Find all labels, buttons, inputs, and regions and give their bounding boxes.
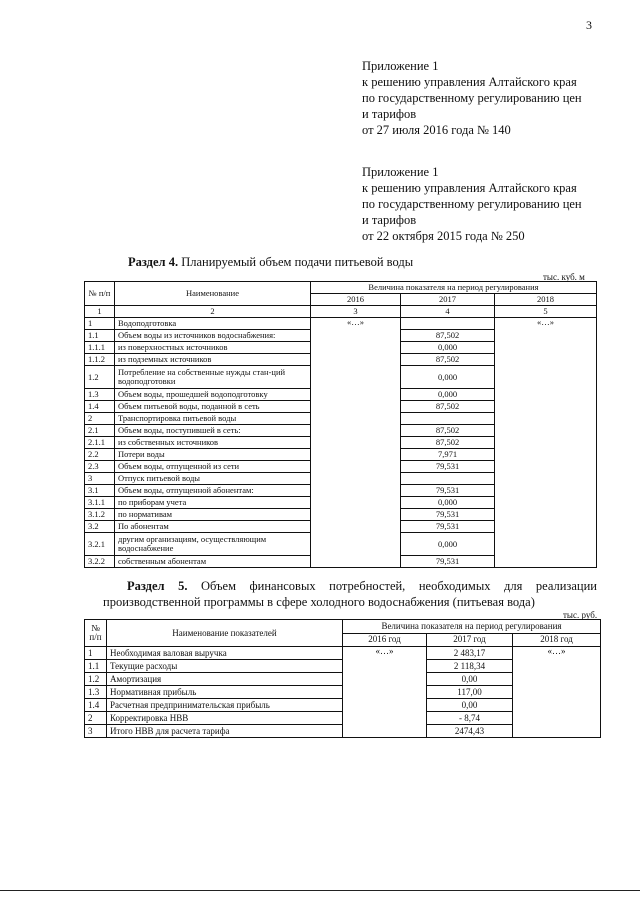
row-name: Водоподготовка xyxy=(115,318,311,330)
row-number: 2 xyxy=(85,712,107,725)
col-number: 5 xyxy=(495,306,597,318)
row-number: 3 xyxy=(85,725,107,738)
col-header-year: 2018 xyxy=(495,294,597,306)
row-number: 3.1.1 xyxy=(85,497,115,509)
row-name: из поверхностных источников xyxy=(115,342,311,354)
annex-header-1 xyxy=(362,58,582,138)
row-number: 3.1 xyxy=(85,485,115,497)
row-number: 3 xyxy=(85,473,115,485)
section4-table xyxy=(84,281,597,568)
row-name: по нормативам xyxy=(115,509,311,521)
row-number: 2.1.1 xyxy=(85,437,115,449)
value-2017: 2 118,34 xyxy=(427,660,513,673)
col-header-name: Наименование xyxy=(115,282,311,306)
value-2017: 79,531 xyxy=(401,556,495,568)
value-2017: 87,502 xyxy=(401,330,495,342)
value-2017: 117,00 xyxy=(427,686,513,699)
row-name: Транспортировка питьевой воды xyxy=(115,413,311,425)
row-number: 1.1.2 xyxy=(85,354,115,366)
row-number: 1.1 xyxy=(85,660,107,673)
col-header-period: Величина показателя на период регулирования xyxy=(311,282,597,294)
value-2017 xyxy=(401,473,495,485)
section5-title xyxy=(103,578,597,610)
col-number: 1 xyxy=(85,306,115,318)
value-2017 xyxy=(401,413,495,425)
row-name: По абонентам xyxy=(115,521,311,533)
col-number: 2 xyxy=(115,306,311,318)
annex-line: от 22 октября 2015 года № 250 xyxy=(362,229,525,243)
row-number: 3.2.2 xyxy=(85,556,115,568)
row-number: 3.1.2 xyxy=(85,509,115,521)
row-name: Расчетная предпринимательская прибыль xyxy=(107,699,343,712)
col-header-year: 2016 xyxy=(311,294,401,306)
annex-line: Приложение 1 xyxy=(362,165,439,179)
row-name: Нормативная прибыль xyxy=(107,686,343,699)
table-row xyxy=(85,647,601,660)
section5-title-text: Объем финансовых потребностей, необходимых для реализации производственной программы в сфере холодного водоснабжения (питьевая вода) xyxy=(103,579,597,609)
value-2017: - 8,74 xyxy=(427,712,513,725)
section4-title-bold: Раздел 4. xyxy=(128,255,179,269)
row-name: Объем воды, поступившей в сеть: xyxy=(115,425,311,437)
row-number: 3.2 xyxy=(85,521,115,533)
value-2017: 0,000 xyxy=(401,497,495,509)
row-number: 1.4 xyxy=(85,699,107,712)
row-name: Итого НВВ для расчета тарифа xyxy=(107,725,343,738)
value-2017: 87,502 xyxy=(401,354,495,366)
row-number: 2.3 xyxy=(85,461,115,473)
row-name: Текущие расходы xyxy=(107,660,343,673)
row-name: Потребление на собственные нужды стан-ций водоподготовки xyxy=(115,366,311,389)
value-2017: 7,971 xyxy=(401,449,495,461)
value-2017: 87,502 xyxy=(401,437,495,449)
value-2017: 0,000 xyxy=(401,533,495,556)
row-name: Объем питьевой воды, поданной в сеть xyxy=(115,401,311,413)
value-2017: 0,00 xyxy=(427,699,513,712)
row-number: 1.3 xyxy=(85,686,107,699)
value-2017: 2 483,17 xyxy=(427,647,513,660)
annex-header-2 xyxy=(362,164,582,244)
row-number: 1.2 xyxy=(85,673,107,686)
col-number: 3 xyxy=(311,306,401,318)
annex-line: Приложение 1 xyxy=(362,59,439,73)
col-header-year: 2018 год xyxy=(513,633,601,647)
value-2016: «…» xyxy=(311,318,401,568)
page-number: 3 xyxy=(586,18,592,32)
annex-line: и тарифов xyxy=(362,213,417,227)
section4-title-text: Планируемый объем подачи питьевой воды xyxy=(178,255,414,269)
value-2017 xyxy=(401,318,495,330)
value-2017: 79,531 xyxy=(401,521,495,533)
col-header-num: № п/п xyxy=(85,620,107,647)
row-number: 1.1.1 xyxy=(85,342,115,354)
section5-table xyxy=(84,619,601,738)
row-number: 2 xyxy=(85,413,115,425)
annex-line: по государственному регулированию цен xyxy=(362,197,582,211)
annex-line: от 27 июля 2016 года № 140 xyxy=(362,123,511,137)
row-number: 3.2.1 xyxy=(85,533,115,556)
annex-line: к решению управления Алтайского края xyxy=(362,75,577,89)
row-name: Потери воды xyxy=(115,449,311,461)
annex-line: по государственному регулированию цен xyxy=(362,91,582,105)
row-name: собственным абонентам xyxy=(115,556,311,568)
value-2018: «…» xyxy=(495,318,597,568)
row-name: по приборам учета xyxy=(115,497,311,509)
row-name: Амортизация xyxy=(107,673,343,686)
annex-line: к решению управления Алтайского края xyxy=(362,181,577,195)
value-2017: 0,00 xyxy=(427,673,513,686)
col-header-name: Наименование показателей xyxy=(107,620,343,647)
row-number: 1 xyxy=(85,647,107,660)
row-name: Объем воды, отпущенной из сети xyxy=(115,461,311,473)
row-number: 2.2 xyxy=(85,449,115,461)
col-header-num: № п/п xyxy=(85,282,115,306)
row-number: 2.1 xyxy=(85,425,115,437)
col-header-year: 2017 год xyxy=(427,633,513,647)
value-2018: «…» xyxy=(513,647,601,738)
row-name: Корректировка НВВ xyxy=(107,712,343,725)
row-number: 1.1 xyxy=(85,330,115,342)
page-bottom-rule xyxy=(0,890,640,891)
section4-title xyxy=(128,254,413,270)
value-2017: 87,502 xyxy=(401,425,495,437)
row-number: 1 xyxy=(85,318,115,330)
section5-unit: тыс. руб. xyxy=(563,610,598,620)
row-number: 1.3 xyxy=(85,389,115,401)
col-header-year: 2017 xyxy=(401,294,495,306)
section5-title-bold: Раздел 5. xyxy=(127,579,188,593)
value-2017: 0,000 xyxy=(401,366,495,389)
annex-line: и тарифов xyxy=(362,107,417,121)
row-name: другим организациям, осуществляющим водоснабжение xyxy=(115,533,311,556)
value-2017: 79,531 xyxy=(401,509,495,521)
value-2017: 0,000 xyxy=(401,389,495,401)
row-name: из собственных источников xyxy=(115,437,311,449)
section4-unit: тыс. куб. м xyxy=(543,272,585,282)
row-name: Объем воды из источников водоснабжения: xyxy=(115,330,311,342)
row-number: 1.4 xyxy=(85,401,115,413)
col-header-year: 2016 год xyxy=(343,633,427,647)
row-name: из подземных источников xyxy=(115,354,311,366)
row-name: Отпуск питьевой воды xyxy=(115,473,311,485)
col-number: 4 xyxy=(401,306,495,318)
row-name: Необходимая валовая выручка xyxy=(107,647,343,660)
row-name: Объем воды, прошедшей водоподготовку xyxy=(115,389,311,401)
row-number: 1.2 xyxy=(85,366,115,389)
row-name: Объем воды, отпущенной абонентам: xyxy=(115,485,311,497)
value-2017: 0,000 xyxy=(401,342,495,354)
value-2017: 79,531 xyxy=(401,485,495,497)
value-2017: 2474,43 xyxy=(427,725,513,738)
table-row xyxy=(85,318,597,330)
value-2017: 87,502 xyxy=(401,401,495,413)
value-2016: «…» xyxy=(343,647,427,738)
col-header-period: Величина показателя на период регулирования xyxy=(343,620,601,634)
value-2017: 79,531 xyxy=(401,461,495,473)
